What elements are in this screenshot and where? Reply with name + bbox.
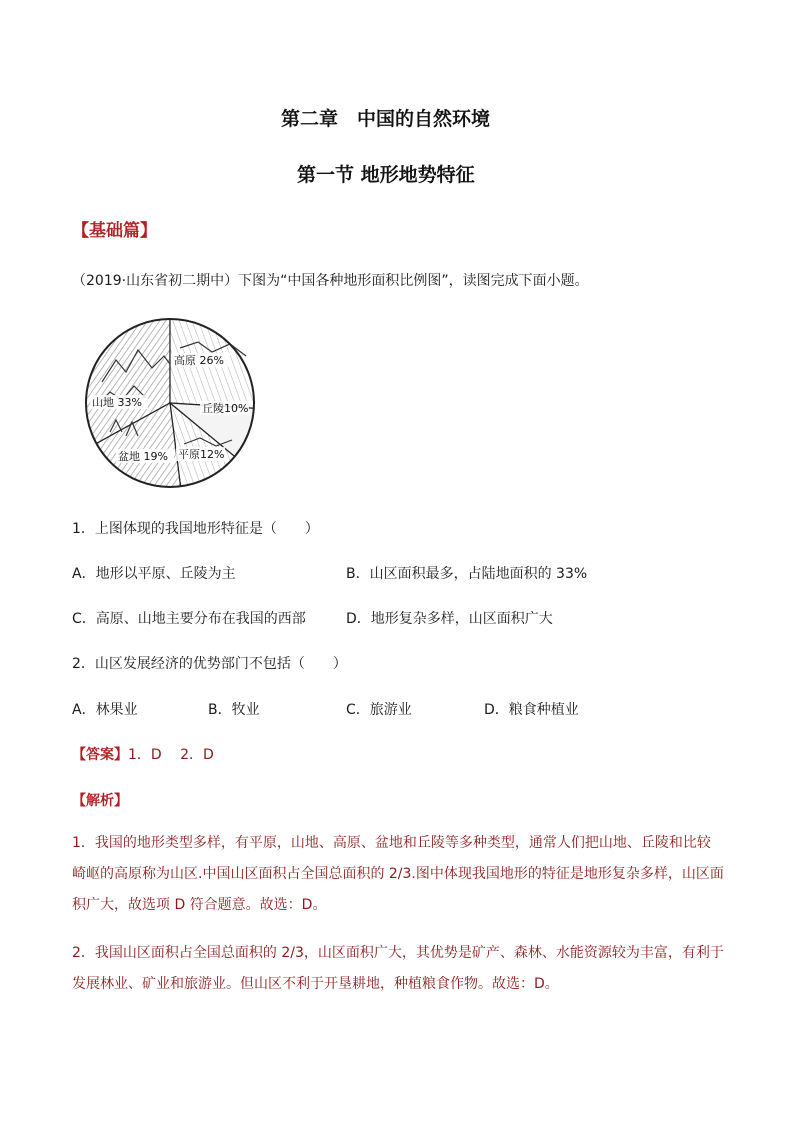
q1-stem: 1．上图体现的我国地形特征是（ ） [72,521,319,537]
pie-label-5: 盆地 19% [118,450,168,463]
analysis-paragraph-2: 2．我国山区面积占全国总面积的 2/3，山区面积广大，其优势是矿产、森林、水能资源较为丰富，有利于发展林业、矿业和旅游业。但山区不利于开垦耕地，种植粮食作物。故选：D。 [72,945,724,992]
terrain-pie-chart [80,312,260,494]
answer-label: 【答案】 [72,747,128,763]
q2-stem: 2．山区发展经济的优势部门不包括（ ） [72,656,347,672]
q1-option-d[interactable]: D．地形复杂多样，山区面积广大 [346,611,553,627]
pie-label-4: 平原12% [178,448,225,461]
q1-option-a[interactable]: A．地形以平原、丘陵为主 [72,566,236,582]
q2-option-c[interactable]: C．旅游业 [346,702,412,718]
pie-label-1: 山地 33% [92,396,142,409]
basic-section-tag: 【基础篇】 [72,221,157,241]
answer-line [72,744,214,764]
pie-label-3: 丘陵10% [202,402,249,415]
analysis-label: 【解析】 [72,793,128,809]
chapter-title: 第二章 中国的自然环境 [281,108,491,130]
q2-option-b[interactable]: B．牧业 [208,702,260,718]
analysis-paragraph-1: 1．我国的地形类型多样，有平原，山地、高原、盆地和丘陵等多种类型，通常人们把山地、丘陵和比较崎岖的高原称为山区.中国山区面积占全国总面积的 2/3.图中体现我国地形的特征是地形复杂多样，山区面积广大，故选项 D 符合题意。故选：D。 [72,835,724,913]
section-title: 第一节 地形地势特征 [297,164,475,186]
q2-option-a[interactable]: A．林果业 [72,702,138,718]
pie-label-2: 高原 26% [174,354,224,367]
question-intro: （2019·山东省初二期中）下图为“中国各种地形面积比例图”，读图完成下面小题。 [72,273,589,289]
q1-option-b[interactable]: B．山区面积最多，占陆地面积的 33% [346,566,588,582]
q1-option-c[interactable]: C．高原、山地主要分布在我国的西部 [72,611,306,627]
answer-value: 1．D 2．D [128,747,214,763]
q2-option-d[interactable]: D．粮食种植业 [484,702,579,718]
